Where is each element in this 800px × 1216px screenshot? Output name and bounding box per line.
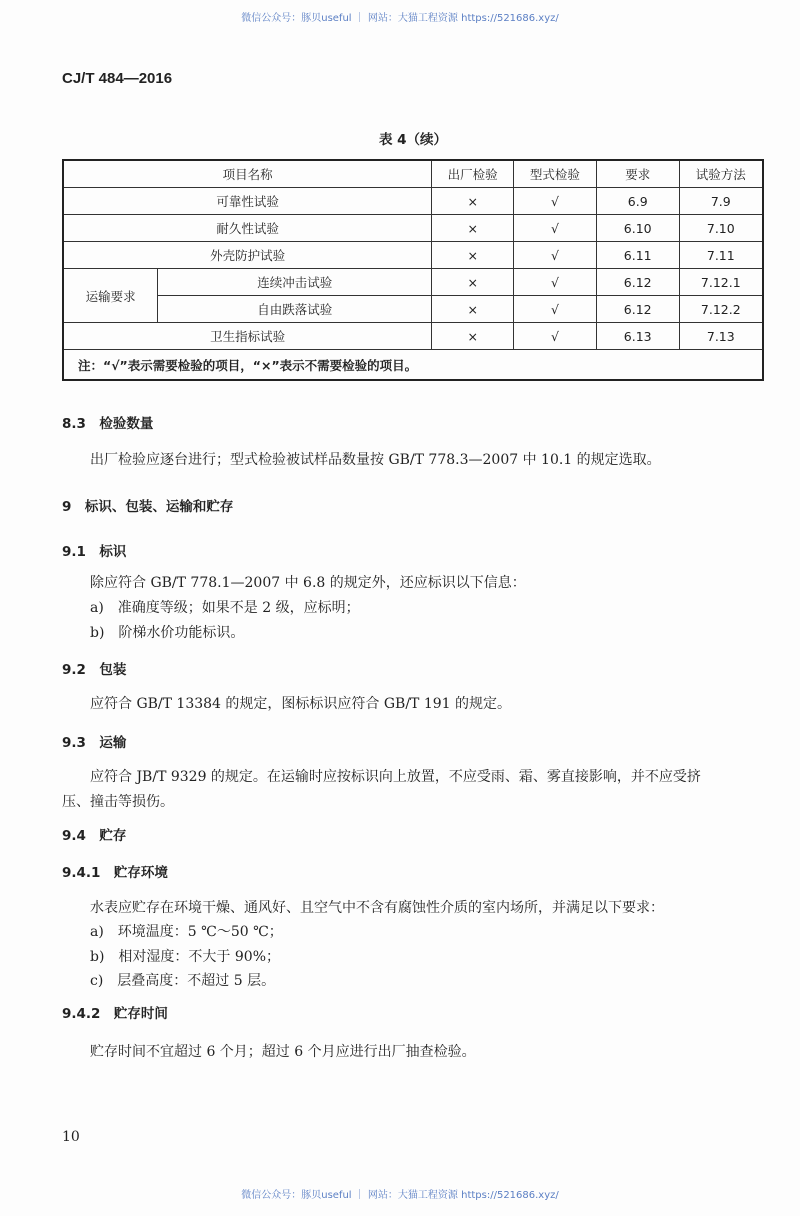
section-heading: 9.3 运输 [62, 735, 127, 751]
cell-type: √ [514, 296, 597, 323]
table-title: 表 4（续） [378, 132, 448, 148]
inspection-table [62, 159, 764, 381]
section-heading: 9.1 标识 [62, 544, 127, 560]
section-heading: 9.4 贮存 [62, 828, 127, 844]
item-name: 连续冲击试验 [158, 269, 432, 296]
cell-factory: × [432, 269, 514, 296]
cell-type: √ [514, 188, 597, 215]
header-cell: 型式检验 [514, 160, 597, 188]
cell-req: 6.9 [596, 188, 679, 215]
paragraph-line: 贮存时间不宜超过 6 个月；超过 6 个月应进行出厂抽查检验。 [90, 1044, 476, 1060]
cell-method: 7.12.1 [679, 269, 763, 296]
page-number: 10 [62, 1129, 80, 1145]
paragraph-line: 应符合 GB/T 13384 的规定，图标标识应符合 GB/T 191 的规定。 [90, 696, 512, 712]
header-cell: 出厂检验 [432, 160, 514, 188]
section-heading: 9.4.2 贮存时间 [62, 1006, 168, 1022]
cell-type: √ [514, 323, 597, 350]
cell-method: 7.11 [679, 242, 763, 269]
item-name: 卫生指标试验 [63, 323, 432, 350]
table-note-row [63, 350, 763, 381]
section-heading: 8.3 检验数量 [62, 416, 154, 432]
table-row [63, 242, 763, 269]
cell-type: √ [514, 242, 597, 269]
paragraph-line: 除应符合 GB/T 778.1—2007 中 6.8 的规定外，还应标识以下信息： [90, 575, 526, 591]
group-cell: 运输要求 [63, 269, 158, 323]
table-row [63, 296, 763, 323]
header-cell: 项目名称 [63, 160, 432, 188]
cell-method: 7.12.2 [679, 296, 763, 323]
paragraph-line: 应符合 JB/T 9329 的规定。在运输时应按标识向上放置，不应受雨、霜、雾直接影响，并不应受挤 [90, 769, 701, 785]
section-heading: 9.2 包装 [62, 662, 127, 678]
header-cell: 试验方法 [679, 160, 763, 188]
cell-req: 6.11 [596, 242, 679, 269]
paragraph-line: c) 层叠高度：不超过 5 层。 [90, 973, 276, 989]
item-name: 耐久性试验 [63, 215, 432, 242]
watermark-bottom: 微信公众号：豚贝useful ｜ 网站：大猫工程资源 https://521686.xyz/ [241, 1190, 559, 1201]
cell-factory: × [432, 242, 514, 269]
cell-method: 7.9 [679, 188, 763, 215]
table-row [63, 269, 763, 296]
cell-method: 7.10 [679, 215, 763, 242]
paragraph-line: 出厂检验应逐台进行；型式检验被试样品数量按 GB/T 778.3—2007 中 10.1 的规定选取。 [90, 452, 661, 468]
cell-req: 6.12 [596, 269, 679, 296]
cell-type: √ [514, 269, 597, 296]
cell-req: 6.10 [596, 215, 679, 242]
paragraph-line: 压、撞击等损伤。 [62, 794, 174, 810]
cell-req: 6.12 [596, 296, 679, 323]
table-header-row [63, 160, 763, 188]
header-cell: 要求 [596, 160, 679, 188]
cell-factory: × [432, 323, 514, 350]
standard-code: CJ/T 484—2016 [62, 70, 173, 87]
table-row [63, 188, 763, 215]
item-name: 外壳防护试验 [63, 242, 432, 269]
cell-factory: × [432, 296, 514, 323]
watermark-top: 微信公众号：豚贝useful ｜ 网站：大猫工程资源 https://521686.xyz/ [241, 13, 559, 24]
table-note: 注：“√”表示需要检验的项目，“×”表示不需要检验的项目。 [63, 350, 763, 381]
cell-factory: × [432, 188, 514, 215]
section-heading: 9.4.1 贮存环境 [62, 865, 168, 881]
paragraph-line: b) 相对湿度：不大于 90%； [90, 949, 280, 965]
table-row [63, 215, 763, 242]
cell-method: 7.13 [679, 323, 763, 350]
cell-factory: × [432, 215, 514, 242]
item-name: 自由跌落试验 [158, 296, 432, 323]
paragraph-line: a) 环境温度：5 ℃～50 ℃； [90, 924, 283, 940]
cell-req: 6.13 [596, 323, 679, 350]
paragraph-line: 水表应贮存在环境干燥、通风好、且空气中不含有腐蚀性介质的室内场所，并满足以下要求： [90, 900, 664, 916]
table-row [63, 323, 763, 350]
paragraph-line: a) 准确度等级；如果不是 2 级，应标明； [90, 600, 360, 616]
cell-type: √ [514, 215, 597, 242]
item-name: 可靠性试验 [63, 188, 432, 215]
section-heading: 9 标识、包装、运输和贮存 [62, 499, 234, 515]
paragraph-line: b) 阶梯水价功能标识。 [90, 625, 245, 641]
